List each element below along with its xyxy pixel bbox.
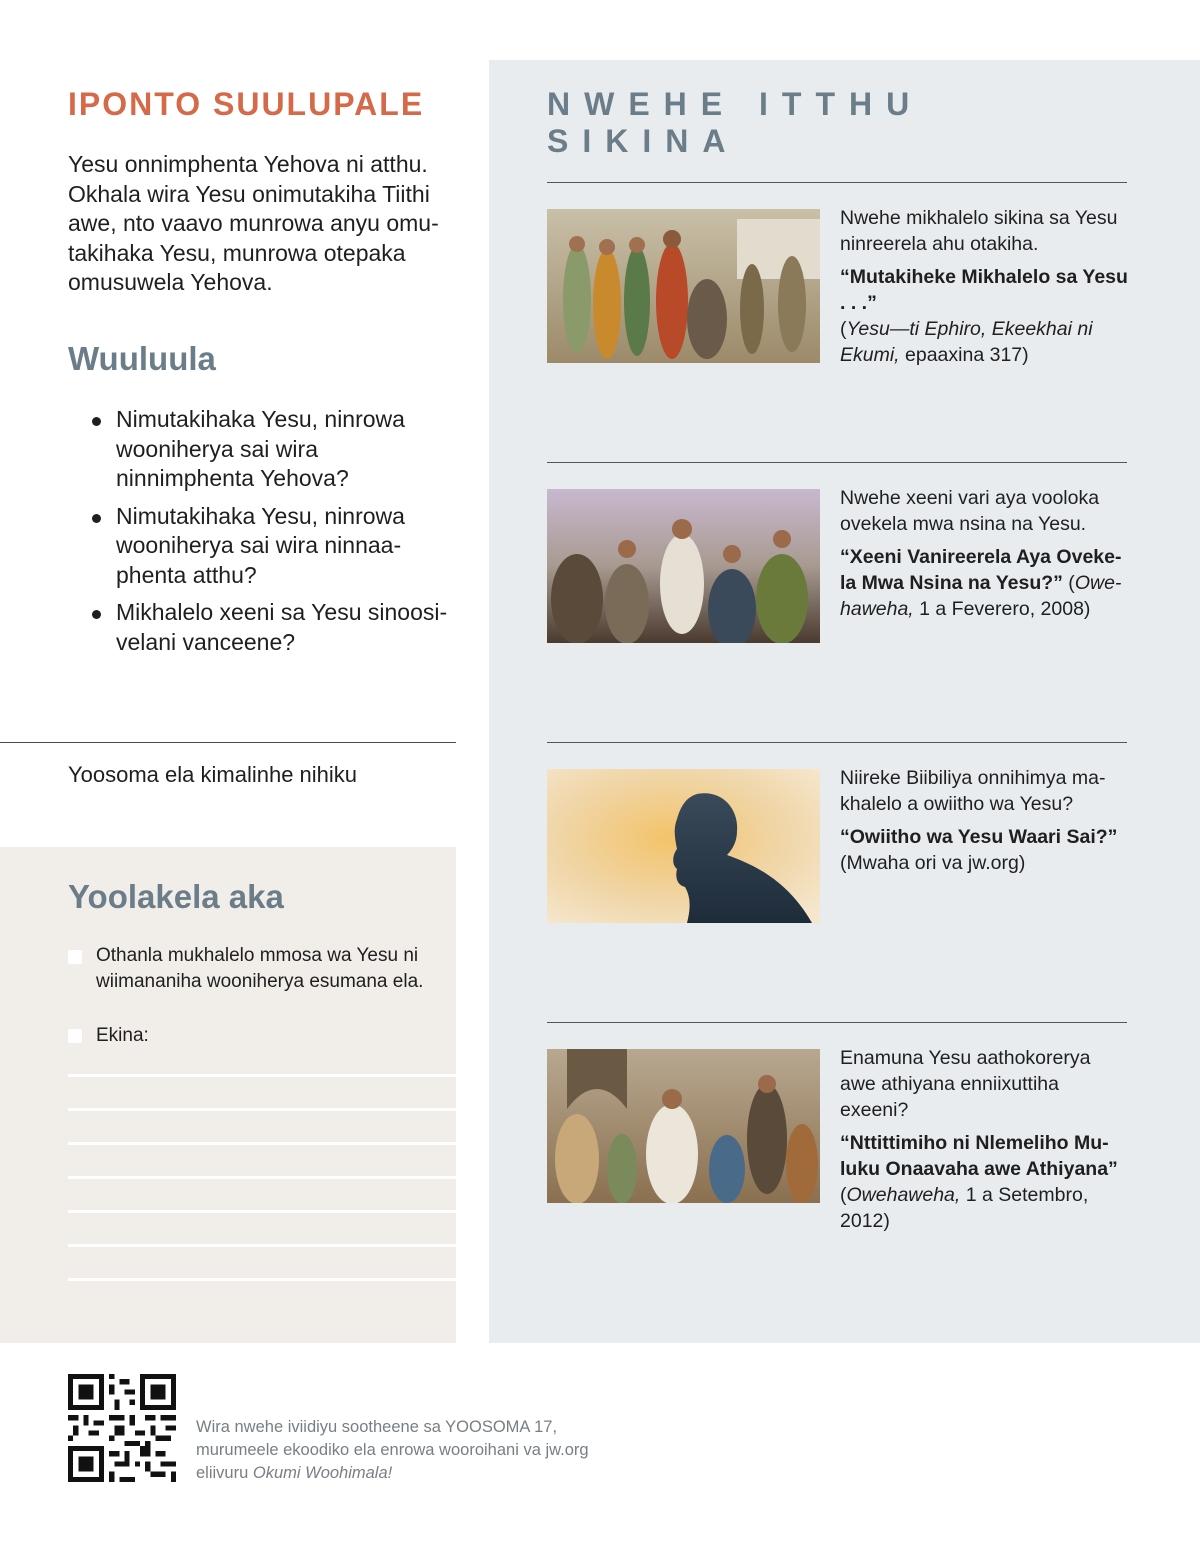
resource-title[interactable]	[840, 544, 1130, 622]
resource-description: Nwehe mikhalelo sikina sa Yesu ninreerela ahu otakiha.	[840, 207, 1118, 255]
bullet-icon	[92, 610, 101, 619]
source-paren: (	[1062, 572, 1075, 594]
resource-title-text[interactable]: “Nttittimiho ni Nlemeliho Mu-luku Onaavaha awe Athiyana”	[840, 1132, 1118, 1180]
goal-box	[0, 847, 456, 1343]
resource-title-text[interactable]: “Mutakiheke Mikhalelo sa Yesu . . .”	[840, 266, 1128, 314]
other-goal-label: Ekina:	[96, 1025, 149, 1046]
footer-text: Wira nwehe iviidiyu sootheene sa YOOSOMA 17, murumeele ekoodiko ela enrowa wooroihani va jw.org eliivuru	[196, 1418, 589, 1482]
writing-line[interactable]	[68, 1108, 456, 1111]
review-list	[92, 405, 462, 665]
writing-line[interactable]	[68, 1244, 456, 1247]
divider	[547, 742, 1127, 743]
divider	[547, 182, 1127, 183]
resource-title[interactable]	[840, 1130, 1130, 1234]
writing-line[interactable]	[68, 1210, 456, 1213]
source-detail: 1 a Feverero, 2008)	[913, 598, 1091, 620]
bullet-icon	[92, 514, 101, 523]
footer-book-title: Okumi Woohimala!	[252, 1464, 393, 1482]
review-question	[92, 502, 462, 591]
jesus-with-children-image[interactable]	[547, 1049, 820, 1203]
other-goal-checkbox[interactable]	[68, 1029, 82, 1043]
resource-description: Nwehe xeeni vari aya vooloka ovekela mwa nsina na Yesu.	[840, 487, 1100, 535]
review-question-text: Nimutakihaka Yesu, ninrowa wooniherya sai wira ninnaa-phenta atthu?	[116, 502, 405, 588]
resource-source	[840, 318, 1093, 366]
writing-line[interactable]	[68, 1142, 456, 1145]
resource-description: Niireke Biibiliya onnihimya ma-khalelo a owiitho wa Yesu?	[840, 767, 1106, 815]
resource-description: Enamuna Yesu aathokorerya awe athiyana enniixuttiha exeeni?	[840, 1047, 1091, 1121]
bullet-icon	[92, 417, 101, 426]
goal-checkbox[interactable]	[68, 950, 82, 964]
review-question-text: Mikhalelo xeeni sa Yesu sinoosi-velani vanceene?	[116, 599, 448, 655]
source-paren: (	[840, 1184, 847, 1206]
completion-date-label: Yoosoma ela kimalinhe nihiku	[68, 762, 358, 787]
goal-heading: Yoolakela aka	[68, 878, 284, 915]
footer-note	[196, 1416, 616, 1485]
writing-line[interactable]	[68, 1278, 456, 1281]
writing-line[interactable]	[68, 1176, 456, 1179]
review-question	[92, 405, 462, 494]
source-detail: 1 a Setembro, 2012)	[840, 1184, 1089, 1232]
summary-heading: IPONTO SUULUPALE	[68, 86, 425, 122]
summary-text: Yesu onnimphenta Yehova ni atthu. Okhala wira Yesu onimutakiha Tiithi awe, nto vaavo munrowa anyu omu-takihaka Yesu, munrowa otepaka omusuwela Yehova.	[68, 151, 439, 295]
source-publication: Owe-haweha,	[840, 572, 1122, 620]
divider	[0, 742, 456, 743]
review-question-text: Nimutakihaka Yesu, ninrowa wooniherya sai wira ninnimphenta Yehova?	[116, 406, 405, 491]
source-detail: epaaxina 317)	[899, 344, 1029, 366]
divider	[547, 462, 1127, 463]
explore-heading: NWEHE ITTHU SIKINA	[547, 86, 924, 159]
goal-item-text: Othanla mukhalelo mmosa wa Yesu ni wiimananiha wooniherya esumana ela.	[96, 945, 424, 992]
jesus-silhouette-image[interactable]	[547, 769, 820, 923]
resource-source	[840, 1184, 1088, 1232]
source-paren: (	[840, 318, 847, 340]
jesus-with-crowd-image[interactable]	[547, 209, 820, 363]
source-publication: Yesu—ti Ephiro, Ekeekhai ni Ekumi,	[840, 318, 1093, 366]
resource-title-text[interactable]: “Owiitho wa Yesu Waari Sai?”	[840, 826, 1118, 848]
writing-line[interactable]	[68, 1074, 456, 1077]
resource-title[interactable]	[840, 824, 1130, 876]
jesus-with-disciples-image[interactable]	[547, 489, 820, 643]
resource-source: (Mwaha ori va jw.org)	[840, 852, 1026, 874]
review-heading: Wuuluula	[68, 340, 216, 377]
resource-title-text[interactable]: “Xeeni Vanireerela Aya Oveke-la Mwa Nsina na Yesu?”	[840, 546, 1122, 594]
review-question	[92, 598, 462, 657]
divider	[547, 1022, 1127, 1023]
qr-code-icon[interactable]	[68, 1374, 176, 1482]
resource-title[interactable]	[840, 264, 1130, 368]
source-publication: Owehaweha,	[846, 1184, 961, 1206]
